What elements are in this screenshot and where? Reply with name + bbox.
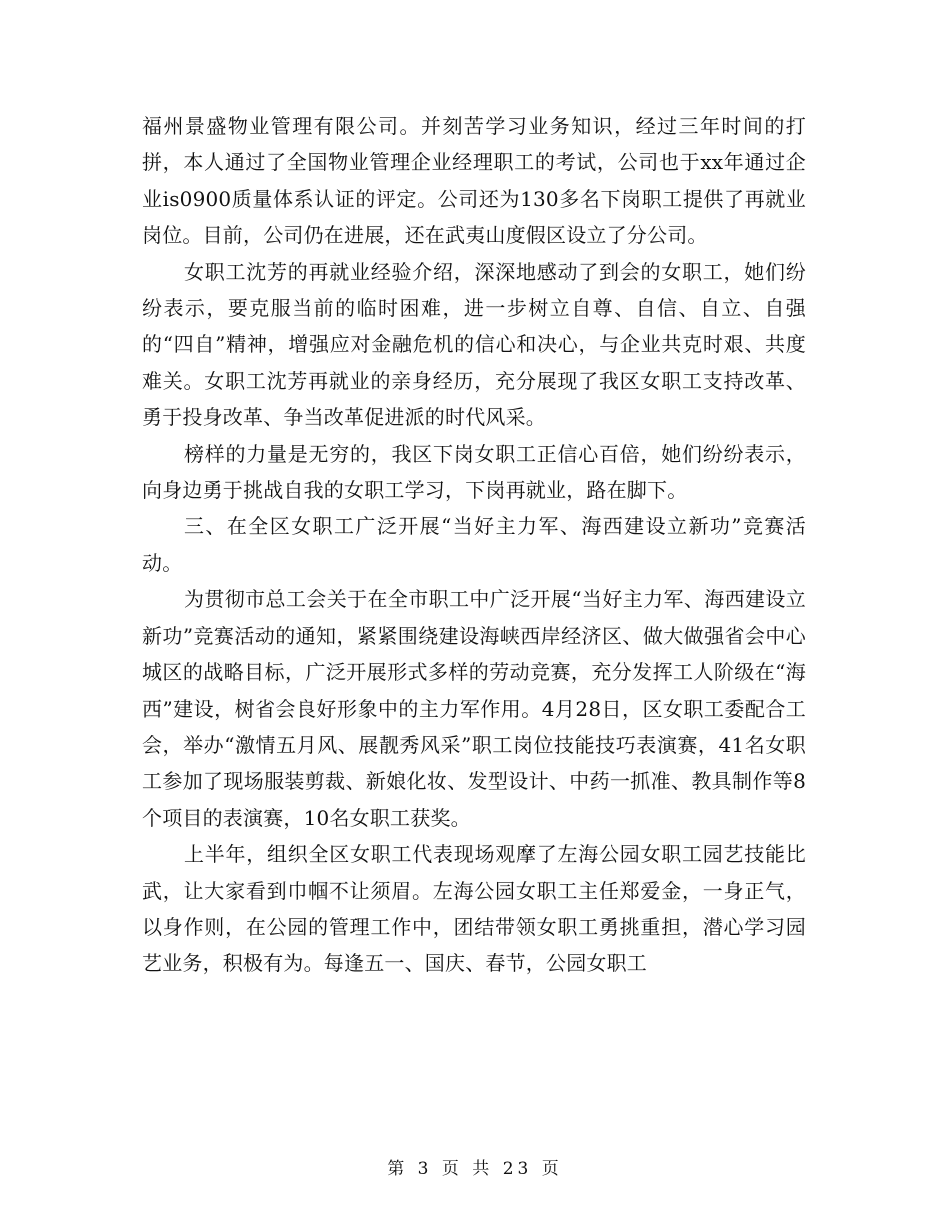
section-heading: 三、在全区女职工广泛开展“当好主力军、海西建设立新功”竞赛活动。 <box>142 514 806 575</box>
paragraph: 为贯彻市总工会关于在全市职工中广泛开展“当好主力军、海西建设立新功”竞赛活动的通知，紧紧围绕建设海峡西岸经济区、做大做强省会中心城区的战略目标，广泛开展形式多样的劳动竞赛，充分发挥工人阶级在“海西”建设，树省会良好形象中的主力军作用。4月28日，区女职工委配合工会，举办“激情五月风、展靓秀风采”职工岗位技能技巧表演赛，41名女职工参加了现场服装剪裁、新娘化妆、发型设计、中药一抓准、教具制作等8个项目的表演赛，10名女职工获奖。 <box>142 587 806 830</box>
paragraph: 上半年，组织全区女职工代表现场观摩了左海公园女职工园艺技能比武，让大家看到巾帼不让须眉。左海公园女职工主任郑爱金，一身正气，以身作则，在公园的管理工作中，团结带领女职工勇挑重担，潜心学习园艺业务，积极有为。每逢五一、国庆、春节，公园女职工 <box>142 842 806 976</box>
document-body <box>142 108 806 982</box>
paragraph-continued: 福州景盛物业管理有限公司。并刻苦学习业务知识，经过三年时间的打拼，本人通过了全国物业管理企业经理职工的考试，公司也于xx年通过企业is0900质量体系认证的评定。公司还为130多名下岗职工提供了再就业岗位。目前，公司仍在进展，还在武夷山度假区设立了分公司。 <box>142 114 806 248</box>
paragraph: 榜样的力量是无穷的，我区下岗女职工正信心百倍，她们纷纷表示，向身边勇于挑战自我的女职工学习，下岗再就业，路在脚下。 <box>142 441 806 503</box>
page-number-footer: 第 3 页 共 23 页 <box>387 1159 563 1179</box>
paragraph: 女职工沈芳的再就业经验介绍，深深地感动了到会的女职工，她们纷纷表示，要克服当前的临时困难，进一步树立自尊、自信、自立、自强的“四自”精神，增强应对金融危机的信心和决心，与企业共克时艰、共度难关。女职工沈芳再就业的亲身经历，充分展现了我区女职工支持改革、勇于投身改革、争当改革促进派的时代风采。 <box>142 259 806 430</box>
